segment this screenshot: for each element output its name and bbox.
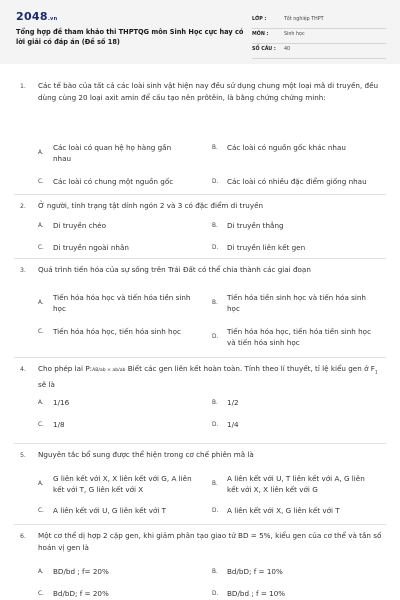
- question-divider: [14, 194, 386, 195]
- question-number: 6.: [20, 533, 26, 540]
- option-c[interactable]: [38, 419, 208, 430]
- option-text: Tiến hóa hóa học, tiến hóa sinh học: [53, 327, 181, 336]
- option-letter: A.: [38, 150, 44, 156]
- option-c[interactable]: [38, 176, 208, 187]
- option-text: Bd/bD; f = 20%: [53, 589, 109, 598]
- logo-main: 2048: [16, 10, 48, 23]
- option-d[interactable]: [212, 242, 382, 253]
- option-b[interactable]: [212, 566, 382, 577]
- option-text: G liên kết với X, X liên kết với G, A liên kết với T, G liên kết với X: [53, 474, 192, 494]
- option-text: 1/16: [53, 398, 70, 407]
- option-d[interactable]: [212, 176, 382, 187]
- meta-key: LỚP :: [252, 17, 267, 22]
- option-letter: D.: [212, 590, 219, 597]
- option-text: Các loài có chung một nguồn gốc: [53, 177, 174, 186]
- question-divider: [14, 443, 386, 444]
- cross-formula: AB/ab × ab/ab: [92, 368, 126, 373]
- option-letter: C.: [38, 178, 44, 185]
- option-letter: C.: [38, 421, 44, 428]
- meta-value: 40: [284, 47, 291, 52]
- option-letter: B.: [212, 222, 218, 229]
- option-letter: C.: [38, 244, 44, 251]
- question-divider: [14, 258, 386, 259]
- site-logo[interactable]: [16, 10, 57, 23]
- meta-row-count: [252, 44, 386, 59]
- question-number: 1.: [20, 83, 26, 90]
- option-letter: A.: [38, 481, 44, 487]
- option-text: Các loài có quan hệ họ hàng gần nhau: [53, 143, 172, 163]
- option-letter: B.: [212, 568, 218, 575]
- logo-suffix: .vn: [47, 16, 58, 22]
- question-number: 2.: [20, 203, 26, 210]
- option-letter: C.: [38, 507, 44, 514]
- option-letter: A.: [38, 300, 44, 306]
- option-b[interactable]: [212, 292, 382, 314]
- question-number: 3.: [20, 267, 26, 274]
- meta-row-grade: [252, 14, 386, 29]
- option-text: 1/4: [227, 420, 239, 429]
- option-letter: D.: [212, 334, 219, 340]
- option-a[interactable]: [38, 473, 208, 495]
- option-letter: A.: [38, 222, 44, 229]
- option-text: 1/8: [53, 420, 65, 429]
- option-letter: B.: [212, 399, 218, 406]
- option-letter: B.: [212, 144, 218, 151]
- option-text: A liên kết với U, G liên kết với T: [53, 506, 167, 515]
- option-letter: A.: [38, 399, 44, 406]
- meta-value: Sinh học: [284, 32, 305, 37]
- option-a[interactable]: [38, 220, 208, 231]
- option-d[interactable]: [212, 505, 384, 516]
- option-text: Di truyền liên kết gen: [227, 243, 306, 252]
- option-c[interactable]: [38, 505, 208, 516]
- question-number: 4.: [20, 366, 26, 373]
- option-letter: C.: [38, 590, 44, 597]
- question-text-middle: Biết các gen liên kết hoàn toàn. Tính theo lí thuyết, tỉ lệ kiểu gen ở F: [125, 364, 375, 373]
- option-c[interactable]: [38, 326, 210, 337]
- question-text: Nguyên tắc bổ sung được thể hiện trong cơ chế phiên mã là: [38, 450, 254, 459]
- option-letter: D.: [212, 178, 219, 185]
- option-text: Di truyền ngoài nhân: [53, 243, 129, 252]
- option-text: Di truyền thẳng: [227, 221, 284, 230]
- option-d[interactable]: [212, 419, 382, 430]
- option-text: Tiến hóa hóa học và tiến hóa tiền sinh học: [53, 293, 191, 313]
- option-letter: A.: [38, 568, 44, 575]
- question-text: Một cơ thể dị hợp 2 cặp gen, khi giảm phân tạo giao tử BD = 5%, kiểu gen của cơ thể và tần số hoán vị gen là: [38, 531, 382, 552]
- option-text: Di truyền chéo: [53, 221, 106, 230]
- option-letter: D.: [212, 507, 219, 514]
- option-text: BD/bd ; f= 20%: [53, 567, 109, 576]
- option-text: BD/bd ; f = 10%: [227, 589, 286, 598]
- option-c[interactable]: [38, 242, 208, 253]
- document-meta: [252, 14, 386, 59]
- question-text: Quá trình tiến hóa của sự sống trên Trái Đất có thể chia thành các giai đoạn: [38, 265, 311, 274]
- option-text: Tiến hóa hóa học, tiến hóa tiền sinh học và tiến hóa sinh học: [227, 327, 372, 347]
- option-c[interactable]: [38, 588, 208, 599]
- option-a[interactable]: [38, 566, 208, 577]
- option-letter: C.: [38, 328, 44, 335]
- question-text-end: sẽ là: [38, 380, 55, 390]
- option-b[interactable]: [212, 142, 387, 153]
- meta-value: Tốt nghiệp THPT: [284, 17, 324, 22]
- option-letter: D.: [212, 244, 219, 251]
- option-text: Tiến hóa tiền sinh học và tiến hóa sinh học: [227, 293, 366, 313]
- option-b[interactable]: [212, 397, 382, 408]
- question-text: [38, 363, 383, 391]
- option-text: 1/2: [227, 398, 239, 407]
- option-text: A liên kết với U, T liên kết với A, G liên kết với X, X liên kết với G: [227, 474, 365, 494]
- option-letter: B.: [212, 300, 218, 306]
- meta-key: MÔN :: [252, 32, 269, 37]
- option-d[interactable]: [212, 588, 382, 599]
- option-text: Bd/bD; f = 10%: [227, 567, 283, 576]
- document-title: Tổng hợp đề tham khảo thi THPTQG môn Sinh Học cực hay có lời giải có đáp án (Đề số 18): [16, 28, 244, 46]
- option-a[interactable]: [38, 142, 198, 164]
- option-a[interactable]: [38, 292, 208, 314]
- option-letter: B.: [212, 481, 218, 487]
- option-d[interactable]: [212, 326, 384, 348]
- document-header: [0, 0, 400, 64]
- meta-row-subject: [252, 29, 386, 44]
- option-letter: D.: [212, 421, 219, 428]
- option-a[interactable]: [38, 397, 208, 408]
- option-text: Các loài có nguồn gốc khác nhau: [227, 143, 346, 152]
- question-divider: [14, 357, 386, 358]
- option-text: Các loài có nhiều đặc điểm giống nhau: [227, 177, 367, 186]
- option-b[interactable]: [212, 220, 382, 231]
- question-number: 5.: [20, 452, 26, 459]
- question-text: Các tế bào của tất cả các loài sinh vật hiện nay đều sử dụng chung một loại mã di truyền, đều dùng cùng 20 loại axit amin để cấu tạo nên prôtêin, là bằng chứng chứng minh:: [38, 81, 379, 102]
- question-text-start: Cho phép lai P:: [38, 364, 93, 373]
- option-b[interactable]: [212, 473, 384, 495]
- generation-subscript: 1: [374, 370, 378, 376]
- meta-key: SỐ CÂU :: [252, 47, 276, 52]
- option-text: A liên kết với X, G liên kết với T: [227, 506, 340, 515]
- question-divider: [14, 524, 386, 525]
- question-text: Ở người, tính trạng tật dính ngón 2 và 3 có đặc điểm di truyền: [38, 201, 264, 210]
